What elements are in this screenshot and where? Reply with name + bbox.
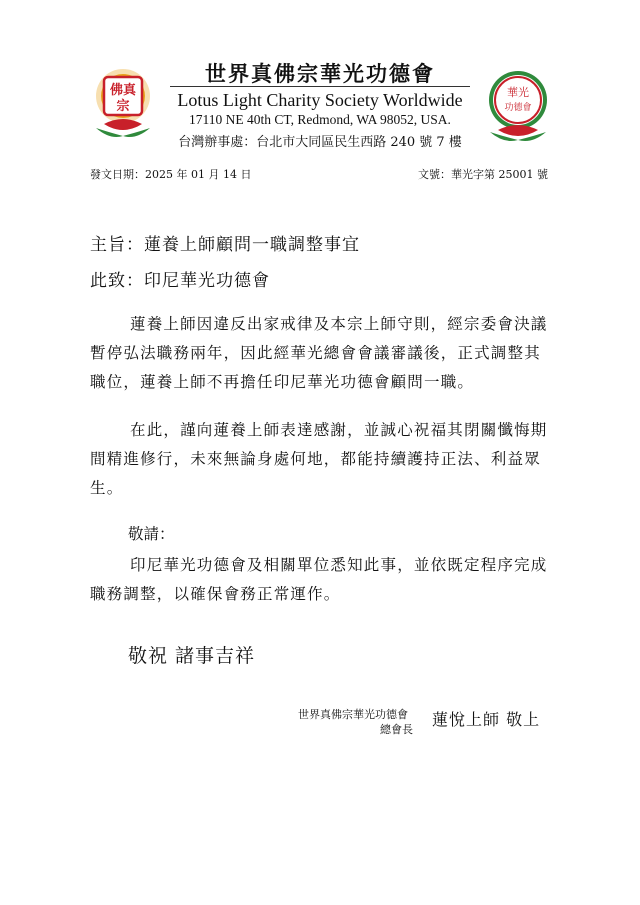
org-name-english: Lotus Light Charity Society Worldwide <box>177 90 463 110</box>
lotus-light-charity-logo <box>486 68 550 144</box>
signature-org: 世界真佛宗華光功德會 <box>298 708 408 721</box>
letter-recipient: 此致：印尼華光功德會 <box>90 271 270 291</box>
letterhead-divider <box>170 86 470 87</box>
org-address: 17110 NE 40th CT, Redmond, WA 98052, USA. <box>189 112 451 127</box>
document-number: 文號：華光字第 25001 號 <box>418 168 548 181</box>
signature-name: 蓮悅上師 敬上 <box>432 710 541 729</box>
org-name-chinese: 世界真佛宗華光功德會 <box>205 61 435 86</box>
body-paragraph-2: 在此，謹向蓮養上師表達感謝，並誠心祝福其閉關懺悔期間精進修行，未來無論身處何地，都能持續護持正法、利益眾生。 <box>90 421 548 497</box>
svg-text:佛真: 佛真 <box>109 83 137 98</box>
svg-text:宗: 宗 <box>116 99 130 114</box>
svg-text:華光: 華光 <box>507 86 529 99</box>
body-paragraph-3: 印尼華光功德會及相關單位悉知此事，並依既定程序完成職務調整，以確保會務正常運作。 <box>90 556 548 603</box>
svg-text:功德會: 功德會 <box>504 103 532 113</box>
taiwan-office-address: 台灣辦事處：台北市大同區民生西路 240 號 7 樓 <box>178 135 462 150</box>
letter-subject: 主旨：蓮養上師顧問一職調整事宜 <box>90 235 360 255</box>
request-label: 敬請： <box>128 525 175 543</box>
signature-title: 總會長 <box>380 723 413 736</box>
true-buddha-school-logo <box>90 66 156 142</box>
issue-date: 發文日期：2025 年 01 月 14 日 <box>90 168 252 181</box>
body-paragraph-1: 蓮養上師因違反出家戒律及本宗上師守則，經宗委會決議暫停弘法職務兩年，因此經華光總會會議審議後，正式調整其職位，蓮養上師不再擔任印尼華光功德會顧問一職。 <box>90 315 548 391</box>
closing-salutation: 敬祝 諸事吉祥 <box>128 645 256 667</box>
